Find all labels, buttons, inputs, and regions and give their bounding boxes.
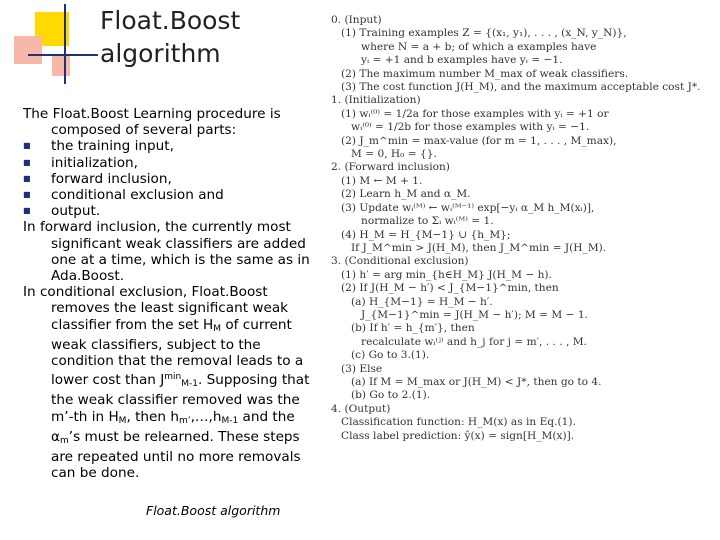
bullet-square-icon: ■: [23, 173, 31, 183]
algorithm-line: (a) H_{M−1} = H_M − h′.: [351, 295, 493, 308]
algorithm-line: (1) Training examples Z = {(x₁, y₁), . . . , (x_N, y_N)},: [341, 27, 627, 40]
conditional-exclusion-paragraph: In conditional exclusion, Float.Boost removes the least significant weak classifier from the set $H_M$ of current weak classifiers, subject to the condition that the removal leads to a lower cost than $J^{min}_{M-1}$. Supposing that the weak classifier removed was the m’-th in $H_M$, then $h_{m’},\dots,h_{M-1}$ and the $\alpha_m’s$ must be relearned. These steps are repeated until no more removals can be done.: [23, 284, 310, 482]
bullet-square-icon: ■: [23, 141, 31, 151]
algorithm-line: 2. (Forward inclusion): [331, 161, 450, 174]
algorithm-line: (3) The cost function J(H_M), and the maximum acceptable cost J*.: [341, 81, 701, 94]
algorithm-line: (2) J_m^min = max-value (for m = 1, . . . , M_max),: [341, 134, 617, 147]
algorithm-line: (c) Go to 3.(1).: [351, 349, 430, 362]
decor-square-pink: [14, 36, 42, 64]
algorithm-line: Class label prediction: ŷ(x) = sign[H_M(x)].: [341, 429, 575, 442]
bullet-item: ■ output.: [23, 203, 101, 220]
decor-vertical-line: [64, 4, 66, 84]
algorithm-line: 4. (Output): [331, 402, 391, 415]
figure-caption: Float.Boost algorithm: [146, 503, 281, 518]
bullet-item: ■ forward inclusion,: [23, 170, 172, 187]
title-line-2: algorithm: [100, 39, 221, 68]
algorithm-line: (2) Learn h_M and α_M.: [341, 188, 471, 201]
algorithm-line: (4) H_M = H_{M−1} ∪ {h_M};: [341, 228, 511, 241]
bullet-square-icon: ■: [23, 206, 31, 216]
algorithm-line: (b) If h′ = h_{m′}, then: [351, 322, 475, 335]
algorithm-line: recalculate wᵢ⁽ʲ⁾ and h_j for j = m′, . . . , M.: [361, 335, 587, 348]
algorithm-line: (3) Else: [341, 362, 383, 375]
algorithm-line: (b) Go to 2.(1).: [351, 389, 431, 402]
algorithm-line: (2) The maximum number M_max of weak classifiers.: [341, 67, 629, 80]
algorithm-line: J_{M−1}^min = J(H_M − h′); M = M − 1.: [361, 308, 588, 321]
algorithm-line: 1. (Initialization): [331, 94, 421, 107]
bullet-item: ■ conditional exclusion and: [23, 187, 224, 204]
algorithm-line: If J_M^min > J(H_M), then J_M^min = J(H_M).: [351, 241, 607, 254]
bullet-square-icon: ■: [23, 190, 31, 200]
algorithm-line: (a) If M = M_max or J(H_M) < J*, then go to 4.: [351, 375, 602, 388]
slide-title: [100, 4, 240, 70]
bullet-item: ■ the training input,: [23, 138, 174, 155]
title-line-1: Float.Boost: [100, 6, 241, 35]
algorithm-line: normalize to Σᵢ wᵢ⁽ᴹ⁾ = 1.: [361, 215, 494, 228]
algorithm-listing: [331, 14, 716, 443]
forward-inclusion-paragraph: In forward inclusion, the currently most significant weak classifiers are added one at a time, which is the same as in Ada.Boost.: [23, 219, 310, 285]
intro-paragraph: The Float.Boost Learning procedure is composed of several parts:: [23, 106, 281, 139]
decor-horizontal-line: [28, 54, 98, 56]
algorithm-line: (3) Update wᵢ⁽ᴹ⁾ ← wᵢ⁽ᴹ⁻¹⁾ exp[−yᵢ α_M h_M(xᵢ)],: [341, 201, 595, 214]
algorithm-line: yᵢ = +1 and b examples have yᵢ = −1.: [361, 54, 563, 67]
algorithm-line: 3. (Conditional exclusion): [331, 255, 469, 268]
bullet-square-icon: ■: [23, 157, 31, 167]
algorithm-line: (2) If J(H_M − h′) < J_{M−1}^min, then: [341, 282, 559, 295]
algorithm-line: (1) M ← M + 1.: [341, 174, 423, 187]
body-text: [23, 106, 323, 481]
decor-square-pink-small: [52, 56, 70, 76]
algorithm-line: (1) wᵢ⁽⁰⁾ = 1/2a for those examples with yᵢ = +1 or: [341, 107, 609, 120]
algorithm-line: Classification function: H_M(x) as in Eq.(1).: [341, 416, 576, 429]
algorithm-line: (1) h′ = arg min_{h∈H_M} J(H_M − h).: [341, 268, 552, 281]
bullet-item: ■ initialization,: [23, 154, 138, 171]
algorithm-line: 0. (Input): [331, 14, 382, 26]
algorithm-line: wᵢ⁽⁰⁾ = 1/2b for those examples with yᵢ = −1.: [351, 121, 590, 134]
algorithm-line: M = 0, H₀ = {}.: [351, 148, 437, 161]
algorithm-line: where N = a + b; of which a examples have: [361, 40, 597, 53]
